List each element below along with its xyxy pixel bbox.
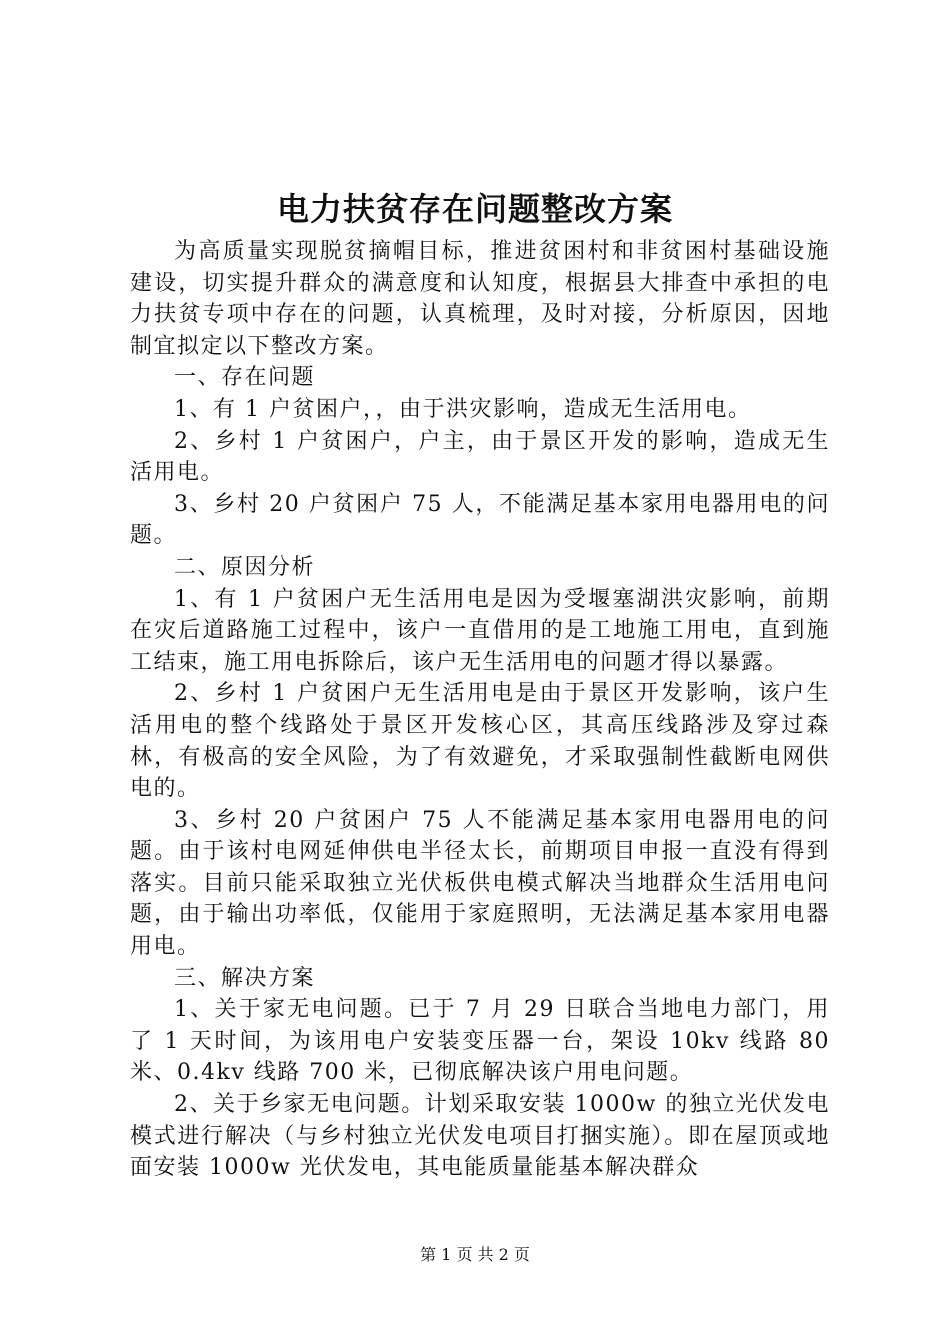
cause-item-3: 3、乡村 20 户贫困户 75 人不能满足基本家用电器用电的问题。由于该村电网延伸供电半径太长，前期项目申报一直没有得到落实。目前只能采取独立光伏板供电模式解决当地群众生活用电问题，由于输出功率低，仅能用于家庭照明，无法满足基本家用电器用电。 (130, 807, 830, 960)
section-heading-problems: 一、存在问题 (174, 365, 316, 391)
cause-item-1: 1、有 1 户贫困户无生活用电是因为受堰塞湖洪灾影响，前期在灾后道路施工过程中，该户一直借用的是工地施工用电，直到施工结束，施工用电拆除后，该户无生活用电的问题才得以暴露。 (130, 586, 830, 675)
document-title: 电力扶贫存在问题整改方案 (276, 190, 673, 228)
section-heading-causes: 二、原因分析 (174, 554, 316, 580)
solution-item-1: 1、关于家无电问题。已于 7 月 29 日联合当地电力部门，用了 1 天时间，为该用电户安装变压器一台，架设 10kv 线路 80 米、0.4kv 线路 700 米，已彻底解决该户用电问题。 (130, 997, 830, 1086)
cause-item-2: 2、乡村 1 户贫困户无生活用电是由于景区开发影响，该户生活用电的整个线路处于景区开发核心区，其高压线路涉及穿过森林，有极高的安全风险，为了有效避免，才采取强制性截断电网供电的。 (130, 681, 830, 802)
document-body (130, 236, 830, 1184)
solution-item-2: 2、关于乡家无电问题。计划采取安装 1000w 的独立光伏发电模式进行解决（与乡村独立光伏发电项目打捆实施）。即在屋顶或地面安装 1000w 光伏发电，其电能质量能基本解决群众 (130, 1092, 830, 1181)
page-number-footer: 第 1 页 共 2 页 (420, 1245, 530, 1264)
problem-item-2: 2、乡村 1 户贫困户，户主，由于景区开发的影响，造成无生活用电。 (130, 428, 830, 486)
section-heading-solutions: 三、解决方案 (174, 965, 316, 991)
problem-item-3: 3、乡村 20 户贫困户 75 人，不能满足基本家用电器用电的问题。 (130, 491, 830, 549)
problem-item-1: 1、有 1 户贫困户，，由于洪灾影响，造成无生活用电。 (174, 396, 752, 422)
intro-paragraph: 为高质量实现脱贫摘帽目标，推进贫困村和非贫困村基础设施建设，切实提升群众的满意度和认知度，根据县大排查中承担的电力扶贫专项中存在的问题，认真梳理，及时对接，分析原因，因地制宜拟定以下整改方案。 (130, 239, 830, 359)
